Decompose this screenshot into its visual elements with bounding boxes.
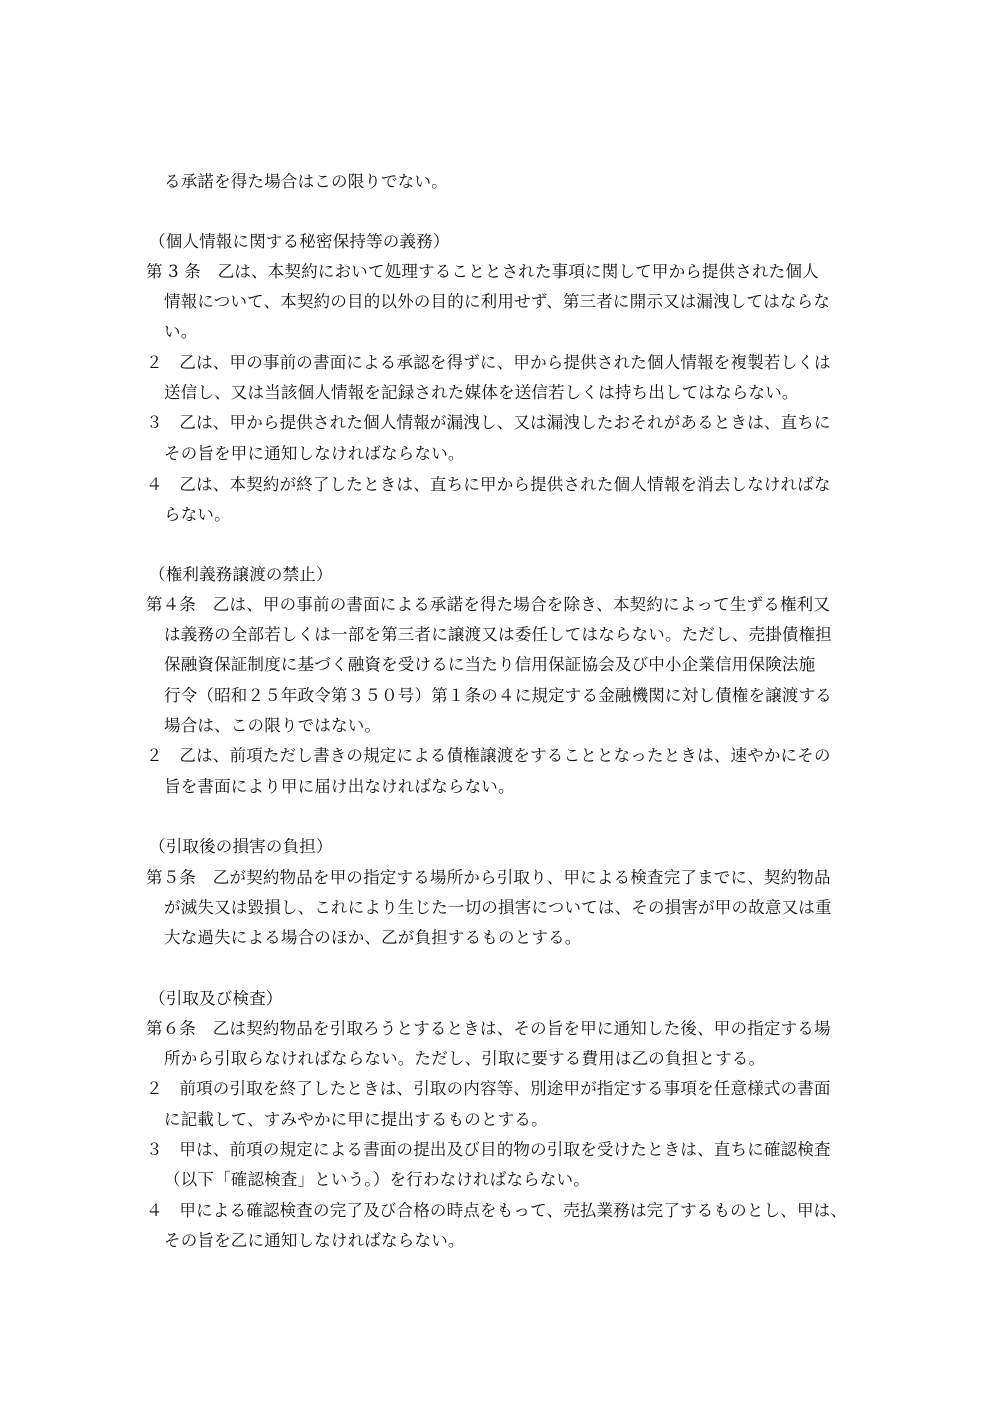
section-heading: （個人情報に関する秘密保持等の義務） [149, 232, 450, 251]
article-line: 第４条 乙は、甲の事前の書面による承諾を得た場合を除き、本契約によって生ずる権利又 [146, 595, 831, 614]
paragraph-line: ２ 乙は、前項ただし書きの規定による債権譲渡をすることとなったときは、速やかにその [146, 746, 831, 765]
paragraph-line: （以下「確認検査」という。）を行わなければならない。 [164, 1170, 590, 1189]
article-line: 情報について、本契約の目的以外の目的に利用せず、第三者に開示又は漏洩してはならな [164, 292, 831, 311]
article-line: が滅失又は毀損し、これにより生じた一切の損害については、その損害が甲の故意又は重 [164, 898, 832, 917]
paragraph-line: 旨を書面により甲に届け出なければならない。 [164, 777, 515, 796]
section-heading: （引取後の損害の負担） [149, 837, 333, 856]
intro-line: る承諾を得た場合はこの限りでない。 [164, 172, 448, 191]
article-line: 第 3 条 乙は、本契約において処理することとされた事項に関して甲から提供された個人 [146, 262, 819, 281]
paragraph-line: らない。 [164, 505, 231, 524]
article-line: 第５条 乙が契約物品を甲の指定する場所から引取り、甲による検査完了までに、契約物品 [146, 868, 831, 887]
article-line: 行令（昭和２５年政令第３５０号）第１条の４に規定する金融機関に対し債権を譲渡する [164, 686, 832, 705]
article-line: 第６条 乙は契約物品を引取ろうとするときは、その旨を甲に通知した後、甲の指定する場 [146, 1019, 831, 1038]
section-heading: （引取及び検査） [149, 989, 283, 1008]
paragraph-line: ２ 乙は、甲の事前の書面による承認を得ずに、甲から提供された個人情報を複製若しくは [146, 353, 831, 372]
paragraph-line: ３ 乙は、甲から提供された個人情報が漏洩し、又は漏洩したおそれがあるときは、直ちに [146, 413, 831, 432]
paragraph-line: ３ 甲は、前項の規定による書面の提出及び目的物の引取を受けたときは、直ちに確認検査 [146, 1140, 831, 1159]
paragraph-line: ４ 甲による確認検査の完了及び合格の時点をもって、売払業務は完了するものとし、甲は、 [146, 1201, 848, 1220]
paragraph-line: に記載して、すみやかに甲に提出するものとする。 [164, 1110, 548, 1129]
paragraph-line: 送信し、又は当該個人情報を記録された媒体を送信若しくは持ち出してはならない。 [164, 383, 799, 402]
article-line: 大な過失による場合のほか、乙が負担するものとする。 [164, 928, 582, 947]
paragraph-line: ２ 前項の引取を終了したときは、引取の内容等、別途甲が指定する事項を任意様式の書面 [146, 1079, 831, 1098]
paragraph-line: その旨を甲に通知しなければならない。 [164, 444, 465, 463]
section-heading: （権利義務譲渡の禁止） [149, 565, 333, 584]
article-line: は義務の全部若しくは一部を第三者に譲渡又は委任してはならない。ただし、売掛債権担 [164, 625, 832, 644]
paragraph-line: ４ 乙は、本契約が終了したときは、直ちに甲から提供された個人情報を消去しなければな [146, 475, 831, 494]
article-line: 所から引取らなければならない。ただし、引取に要する費用は乙の負担とする。 [164, 1049, 766, 1068]
article-line: 場合は、この限りではない。 [164, 716, 382, 735]
article-line: 保融資保証制度に基づく融資を受けるに当たり信用保証協会及び中小企業信用保険法施 [164, 655, 816, 674]
paragraph-line: その旨を乙に通知しなければならない。 [164, 1231, 465, 1250]
article-line: い。 [164, 322, 198, 341]
